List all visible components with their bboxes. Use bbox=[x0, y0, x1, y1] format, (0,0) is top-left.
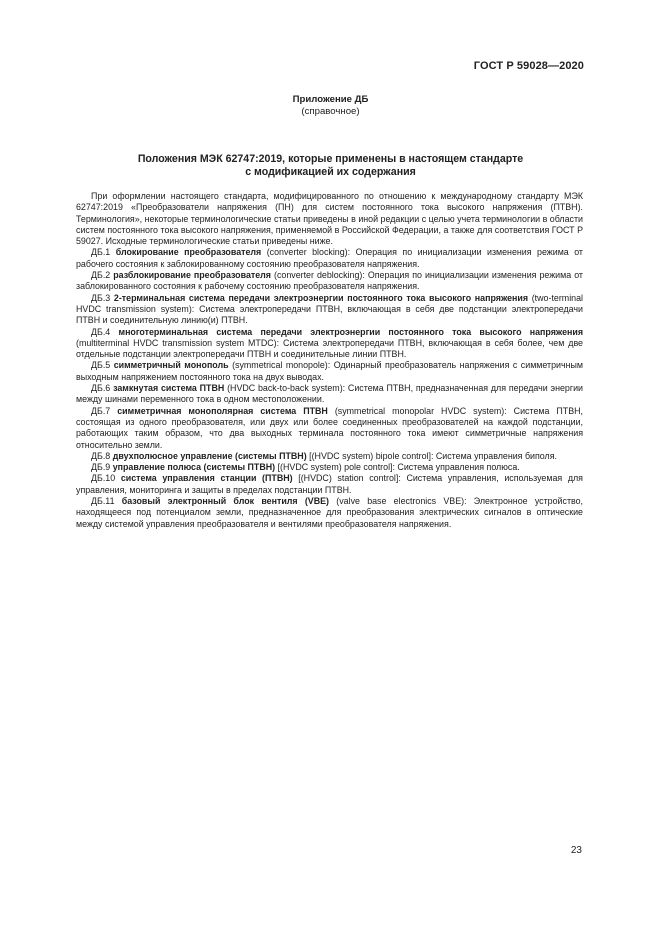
definition-item bbox=[76, 406, 583, 451]
definition-term: базовый электронный блок вентиля (VBE) bbox=[121, 496, 329, 507]
document-body bbox=[76, 191, 583, 530]
definition-number: ДБ.4 bbox=[91, 326, 111, 337]
definition-text: (two-terminal HVDC transmission system): Система электропередачи ПТВН, включающая в себя две подстанции электропередачи ПТВН и соединительную линию(и) ПТВН. bbox=[76, 292, 584, 326]
definition-item bbox=[76, 360, 583, 383]
definition-term: система управления станции (ПТВН) bbox=[120, 473, 293, 484]
definition-term: 2-терминальная система передачи электроэнергии постоянного тока высокого напряжения bbox=[113, 292, 529, 303]
intro-paragraph: При оформлении настоящего стандарта, модифицированного по отношению к международному стандарту МЭК 62747:2019 «Преобразователи напряжения (ПН) для систем постоянного тока высокого напряжения (ПТВН). Терминология», некоторые терминологические статьи приведены в иной редакции с целью учета терминологии в области систем постоянного тока высокого напряжения, применяемой в Российской Федерации, а также для соответствия ГОСТ Р 59027. Исходные терминологические статьи приведены ниже. bbox=[76, 191, 583, 247]
definition-text: [(HVDC) station control]: Система управления, используемая для управления, мониторинга и защиты в пределах подстанции ПТВН. bbox=[76, 473, 583, 495]
definition-text: (HVDC back-to-back system): Система ПТВН, предназначенная для передачи энергии между шинами переменного тока в одном местоположении. bbox=[76, 383, 584, 405]
appendix-title: Приложение ДБ bbox=[292, 94, 369, 105]
section-heading bbox=[0, 153, 661, 179]
definition-term: многотерминальная система передачи электроэнергии постоянного тока высокого напряжения bbox=[118, 326, 584, 337]
definition-number: ДБ.6 bbox=[91, 383, 111, 394]
definition-number: ДБ.1 bbox=[91, 247, 111, 258]
page-number: 23 bbox=[570, 845, 582, 856]
definition-item bbox=[76, 496, 583, 530]
definition-text: (converter blocking): Операция по инициализации изменения режима от рабочего состояния к заблокированному состоянию преобразователя напряжения. bbox=[76, 247, 583, 269]
definition-term: двухполюсное управление (системы ПТВН) bbox=[112, 450, 307, 461]
heading-line-1: Положения МЭК 62747:2019, которые применены в настоящем стандарте bbox=[137, 153, 524, 165]
definition-number: ДБ.3 bbox=[91, 292, 111, 303]
definition-item bbox=[76, 451, 583, 462]
definition-number: ДБ.5 bbox=[91, 360, 111, 371]
definition-text: (symmetrical monopole): Одинарный преобразователь напряжения с симметричным выходным напряжением постоянного тока на двух выводах. bbox=[76, 360, 583, 382]
definition-number: ДБ.11 bbox=[91, 496, 115, 507]
definition-item bbox=[76, 383, 583, 406]
definition-text: [(HVDC system) bipole control]: Система управления биполя. bbox=[309, 450, 557, 461]
definition-number: ДБ.2 bbox=[91, 270, 111, 281]
definition-number: ДБ.10 bbox=[91, 473, 116, 484]
definition-term: симметричный монополь bbox=[113, 360, 229, 371]
definition-text: [(HVDC system) pole control]: Система управления полюса. bbox=[277, 462, 520, 473]
definition-term: симметричная монополярная система ПТВН bbox=[117, 405, 328, 416]
appendix-subtitle: (справочное) bbox=[301, 106, 360, 117]
definition-item bbox=[76, 462, 583, 473]
definition-number: ДБ.9 bbox=[91, 462, 111, 473]
appendix-block bbox=[0, 94, 661, 118]
definition-term: разблокирование преобразователя bbox=[113, 270, 271, 281]
heading-line-2: с модификацией их содержания bbox=[245, 166, 416, 178]
standard-code: ГОСТ Р 59028—2020 bbox=[473, 60, 584, 72]
definition-item bbox=[76, 293, 583, 327]
definition-number: ДБ.8 bbox=[91, 450, 111, 461]
definition-text: (symmetrical monopolar HVDC system): Система ПТВН, состоящая из одного преобразователя, или двух или более соединенных преобразователей на каждой подстанции, работающих таким образом, что два выходных терминала постоянного тока имеют симметричные напряжения относительно земли. bbox=[76, 405, 584, 450]
definition-text: (valve base electronics VBE): Электронное устройство, находящееся под потенциалом земли, предназначенное для преобразования электрических сигналов в оптические между системой управления преобразователя и вентилями преобразователя напряжения. bbox=[76, 496, 584, 529]
definition-item bbox=[76, 270, 583, 293]
definition-number: ДБ.7 bbox=[91, 405, 111, 416]
definition-item bbox=[76, 473, 583, 496]
definition-item bbox=[76, 247, 583, 270]
definition-term: замкнутая система ПТВН bbox=[113, 383, 225, 394]
definition-term: блокирование преобразователя bbox=[115, 247, 262, 258]
definition-text: (converter deblocking): Операция по инициализации изменения режима от заблокированного состояния к рабочему состоянию преобразователя напряжения. bbox=[76, 270, 583, 292]
definition-text: (multiterminal HVDC transmission system MTDC): Система электропередачи ПТВН, включающая в себя более, чем две отдельные подстанции электропередачи ПТВН и соединительные линии ПТВН. bbox=[76, 337, 583, 360]
definition-item bbox=[76, 327, 583, 361]
definition-term: управление полюса (системы ПТВН) bbox=[112, 462, 276, 473]
